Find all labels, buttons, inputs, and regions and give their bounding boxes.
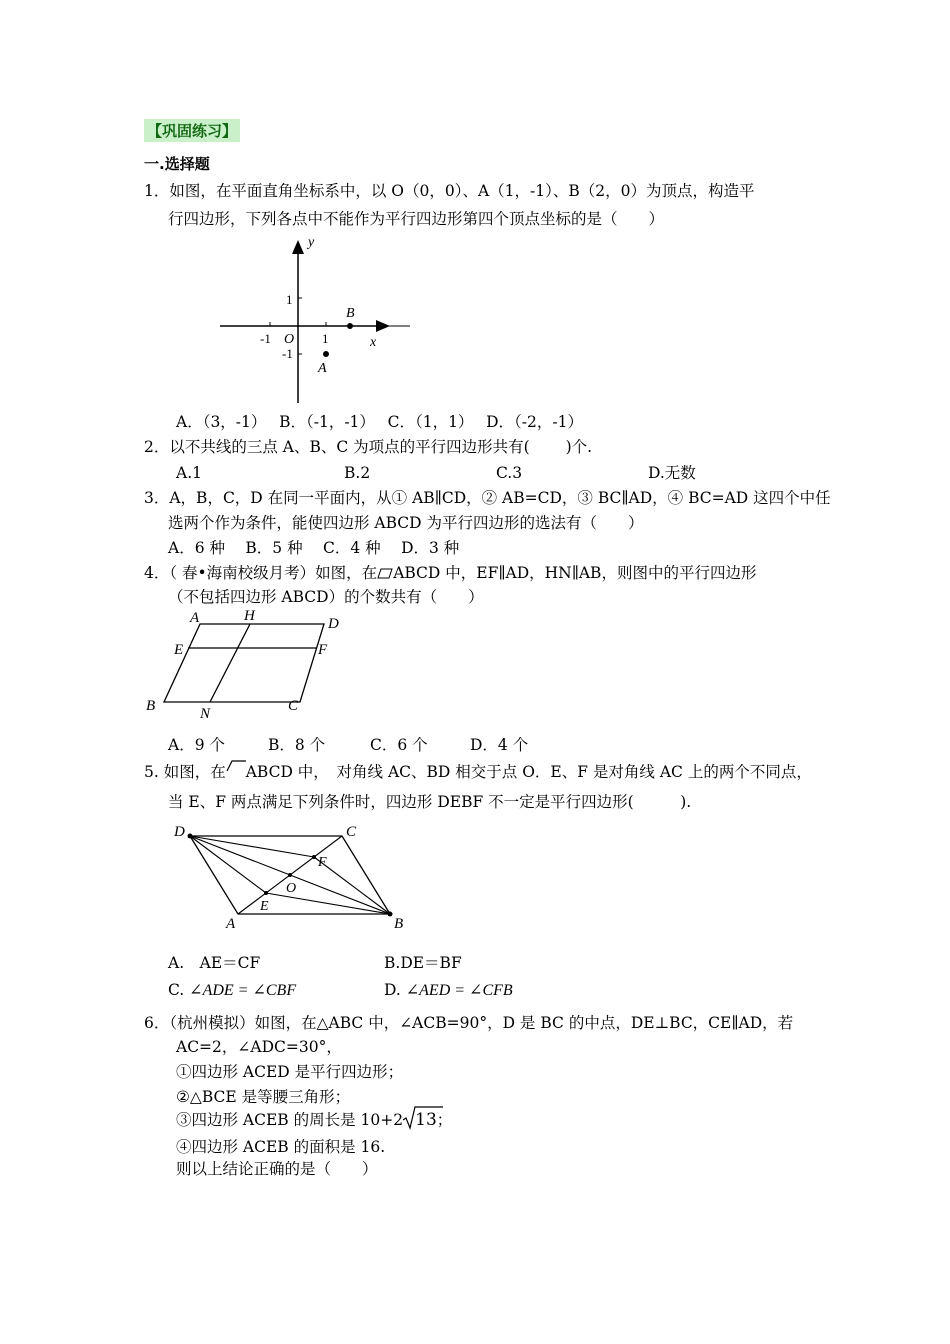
q6-line2: AC=2，∠ADC=30°， [176, 1038, 342, 1056]
q1-line1: 1．如图，在平面直角坐标系中，以 O（0，0）、A（1，-1）、B（2，0）为顶点，构造平 [144, 182, 755, 200]
q2-option-a: A.1 [176, 464, 202, 482]
label-h: H [244, 608, 255, 624]
q5-option-c-label: C. [168, 981, 185, 999]
label-b: B [146, 698, 156, 714]
radical-sign-icon [403, 1106, 443, 1132]
q5-option-b: B.DE＝BF [384, 954, 462, 972]
q5-option-d-label: D. [384, 981, 401, 999]
label-c: C [346, 824, 357, 840]
q2-line1: 2．以不共线的三点 A、B、C 为项点的平行四边形共有( )个. [144, 438, 593, 456]
q4-line1-a: 4．（ 春•海南校级月考）如图，在 [144, 564, 378, 582]
sqrt-expression [403, 1110, 437, 1130]
parallelogram-icon [377, 568, 393, 579]
tick-y1: 1 [286, 292, 293, 307]
q5-line2: 当 E、F 两点满足下列条件时，四边形 DEBF 不一定是平行四边形( ). [168, 793, 692, 811]
q6-question: 则以上结论正确的是（ ） [176, 1160, 378, 1178]
q6-statement-3-b: ； [436, 1111, 453, 1129]
y-label: y [308, 235, 315, 250]
label-a: A [318, 361, 327, 376]
q4-option-c: C．6 个 [370, 736, 428, 754]
q5-option-a: A. AE＝CF [168, 954, 261, 972]
q6-statement-1: ①四边形 ACED 是平行四边形； [176, 1063, 404, 1081]
label-c: C [288, 698, 299, 714]
label-e: E [260, 899, 269, 914]
label-b: B [346, 306, 355, 321]
label-f: F [318, 855, 327, 870]
q5-option-c-math: ∠ADE = ∠CBF [189, 982, 297, 999]
origin-label: O [284, 332, 295, 347]
q4-line1 [144, 563, 756, 583]
q4-parallelogram-figure [140, 606, 360, 726]
label-d: D [328, 616, 339, 632]
x-axis-arrow-icon [376, 320, 390, 332]
y-axis-arrow-icon [292, 240, 304, 254]
q3-options: A．6 种 B．5 种 C．4 种 D．3 种 [168, 539, 460, 557]
parallelogram-icon [226, 759, 246, 773]
q6-statement-2: ②△BCE 是等腰三角形； [176, 1088, 351, 1106]
tick-xm1: -1 [260, 331, 271, 346]
label-a: A [226, 916, 236, 932]
q4-line2: （不包括四边形 ABCD）的个数共有（ ） [168, 588, 484, 606]
q5-option-c [168, 980, 296, 1001]
q2-option-b: B.2 [344, 464, 371, 482]
q3-line2: 选两个作为条件，能使四边形 ABCD 为平行四边形的选法有（ ） [168, 514, 644, 532]
point-b [347, 323, 353, 329]
q4-option-d: D．4 个 [470, 736, 529, 754]
q6-statement-3 [176, 1110, 452, 1130]
label-o: O [286, 881, 297, 896]
x-label: x [370, 335, 377, 350]
q5-option-d-math: ∠AED = ∠CFB [405, 982, 513, 999]
q1-coordinate-figure [210, 228, 420, 408]
radicand: 13 [415, 1110, 437, 1130]
q5-line1-b: ABCD 中， 对角线 AC、BD 相交于点 O．E、F 是对角线 AC 上的两个不同点， [245, 763, 812, 781]
q5-parallelogram-figure [168, 820, 418, 935]
q6-line1: 6．（杭州模拟）如图，在△ABC 中，∠ACB=90°，D 是 BC 的中点，DE⊥BC，CE∥AD，若 [144, 1014, 794, 1032]
label-d: D [174, 824, 185, 840]
label-f: F [318, 642, 328, 658]
segment-hn [210, 624, 250, 702]
tick-ym1: -1 [282, 346, 293, 361]
q6-statement-3-a: ③四边形 ACEB 的周长是 10+2 [176, 1111, 404, 1129]
label-e: E [174, 642, 184, 658]
q5-line1 [144, 762, 812, 782]
q2-option-c: C.3 [496, 464, 523, 482]
q5-option-d [384, 980, 513, 1001]
label-a: A [190, 610, 200, 626]
section-badge: 【巩固练习】 [144, 119, 240, 142]
section-title: 一.选择题 [144, 155, 210, 173]
label-b: B [394, 916, 404, 932]
q4-line1-b: ABCD 中，EF∥AD，HN∥AB，则图中的平行四边形 [393, 564, 757, 582]
point-a [323, 351, 329, 357]
q3-line1: 3．A，B，C，D 在同一平面内，从① AB∥CD，② AB=CD，③ BC∥AD，④ BC=AD 这四个中任 [144, 489, 831, 507]
q4-option-a: A．9 个 [168, 736, 225, 754]
q1-options: A．（3，-1） B．（-1，-1） C．（1，1） D．（-2，-1） [176, 413, 583, 431]
q1-line2: 行四边形，下列各点中不能作为平行四边形第四个顶点坐标的是（ ） [168, 210, 665, 228]
q6-statement-4: ④四边形 ACEB 的面积是 16. [176, 1138, 386, 1156]
q5-line1-a: 5. 如图，在 [144, 763, 226, 781]
q4-option-b: B．8 个 [268, 736, 326, 754]
q2-option-d: D.无数 [648, 464, 696, 482]
label-n: N [200, 706, 211, 722]
tick-x1: 1 [322, 331, 329, 346]
